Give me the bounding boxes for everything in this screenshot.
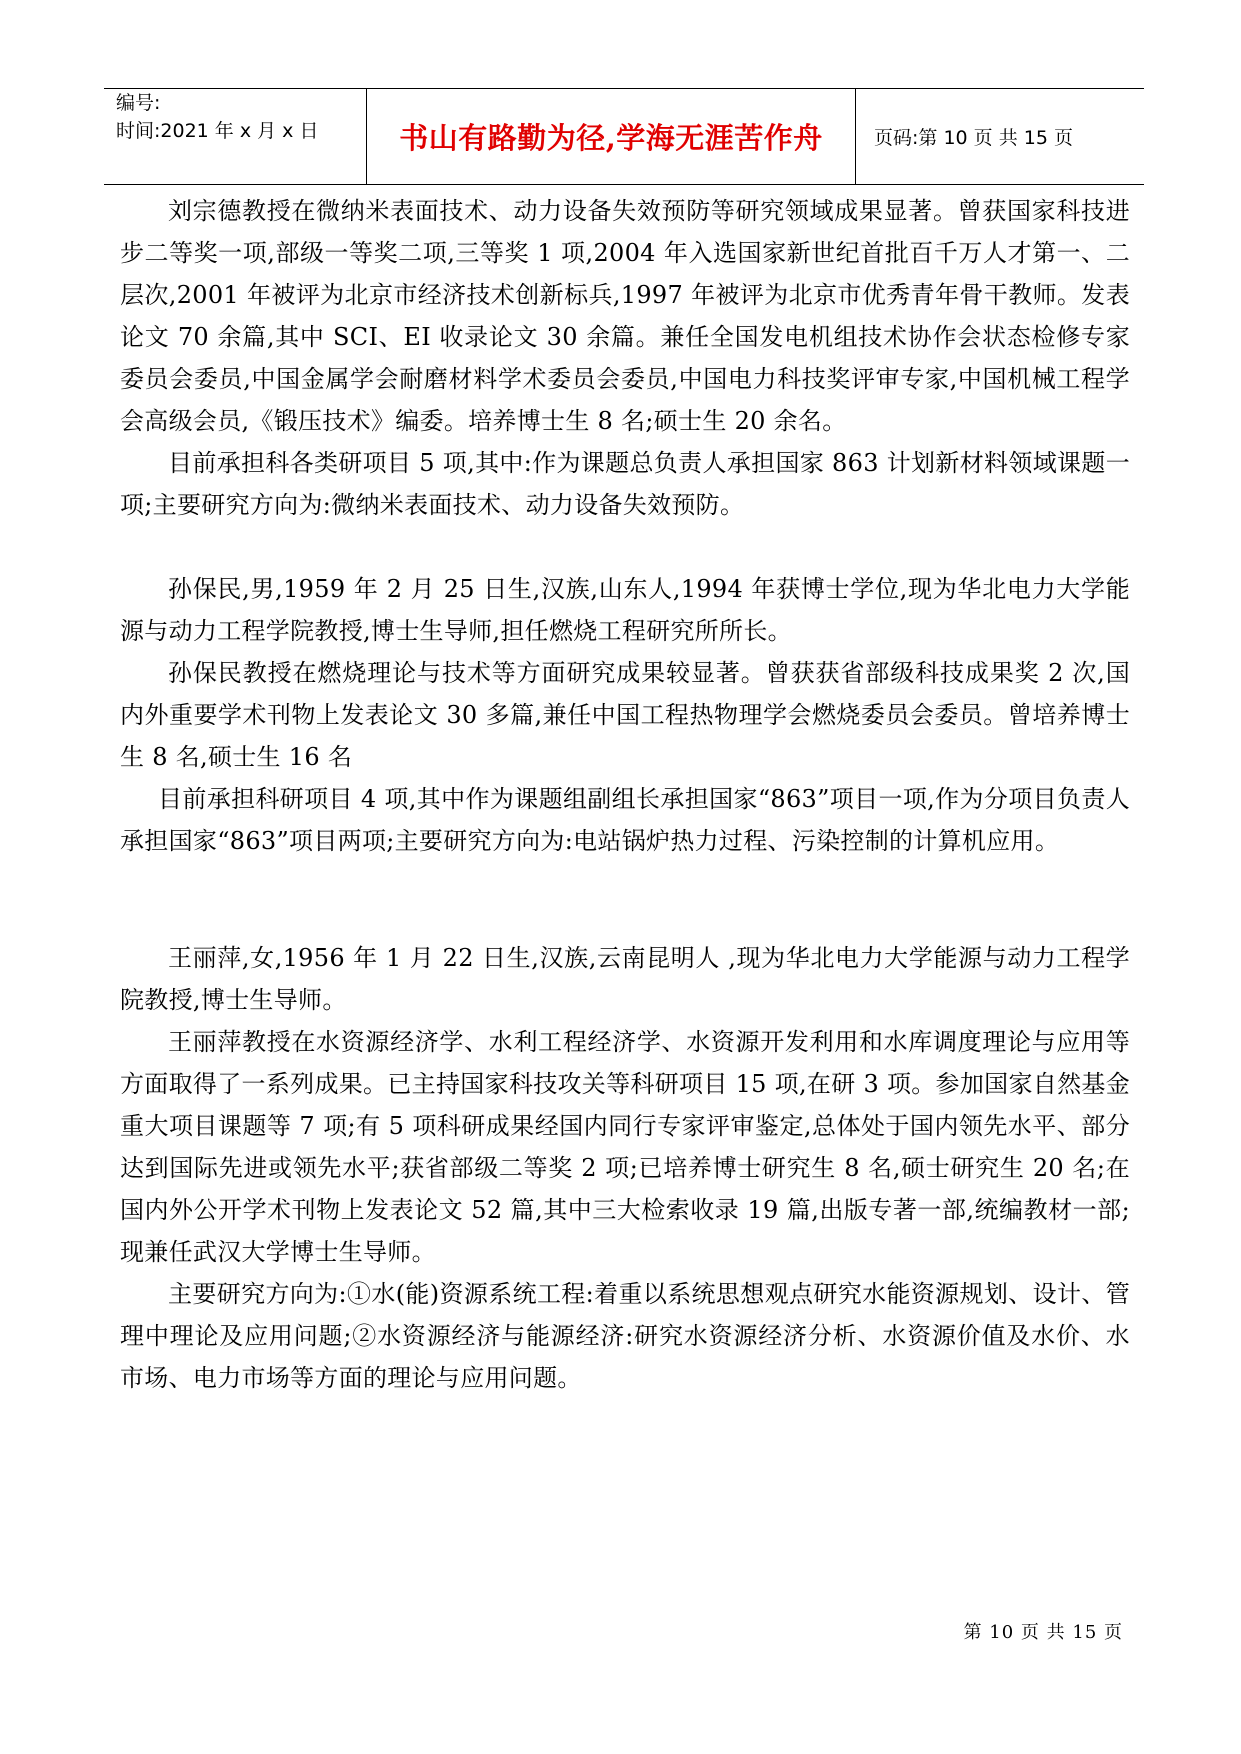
header-left-cell [104, 89, 367, 184]
paragraph-spacer [120, 862, 1130, 937]
header-motto: 书山有路勤为径,学海无涯苦作舟 [399, 121, 823, 155]
header-motto-cell [367, 89, 856, 184]
paragraph-spacer [120, 526, 1130, 568]
page-footer-number: 第 10 页 共 15 页 [963, 1622, 1123, 1643]
paragraph-wang-achievements: 王丽萍教授在水资源经济学、水利工程经济学、水资源开发利用和水库调度理论与应用等方面取得了一系列成果。已主持国家科技攻关等科研项目 15 项,在研 3 项。参加国家自然基金重大项目课题等 7 项;有 5 项科研成果经国内同行专家评审鉴定,总体处于国内领先水平、部分达到国际先进或领先水平;获省部级二等奖 2 项;已培养博士研究生 8 名,硕士研究生 20 名;在国内外公开学术刊物上发表论文 52 篇,其中三大检索收录 19 篇,出版专著一部,统编教材一部;现兼任武汉大学博士生导师。 [120, 1028, 1130, 1266]
header-page-info: 页码:第 10 页 共 15 页 [874, 127, 1073, 149]
document-number-label: 编号: [116, 92, 161, 114]
paragraph-liu-achievements: 刘宗德教授在微纳米表面技术、动力设备失效预防等研究领域成果显著。曾获国家科技进步二等奖一项,部级一等奖二项,三等奖 1 项,2004 年入选国家新世纪首批百千万人才第一、二层次,2001 年被评为北京市经济技术创新标兵,1997 年被评为北京市优秀青年骨干教师。发表论文 70 余篇,其中 SCI、EI 收录论文 30 余篇。兼任全国发电机组技术协作会状态检修专家委员会委员,中国金属学会耐磨材料学术委员会委员,中国电力科技奖评审专家,中国机械工程学会高级会员,《锻压技术》编委。培养博士生 8 名;硕士生 20 余名。 [120, 197, 1130, 435]
document-body [120, 190, 1130, 1399]
header-right-cell [856, 89, 1144, 184]
document-time-label: 时间:2021 年 x 月 x 日 [116, 120, 319, 142]
paragraph-sun-projects: 目前承担科研项目 4 项,其中作为课题组副组长承担国家“863”项目一项,作为分项目负责人承担国家“863”项目两项;主要研究方向为:电站锅炉热力过程、污染控制的计算机应用。 [120, 785, 1130, 855]
paragraph-wang-research: 主要研究方向为:①水(能)资源系统工程:着重以系统思想观点研究水能资源规划、设计、管理中理论及应用问题;②水资源经济与能源经济:研究水资源经济分析、水资源价值及水价、水市场、电力市场等方面的理论与应用问题。 [120, 1280, 1130, 1392]
paragraph-wang-bio: 王丽萍,女,1956 年 1 月 22 日生,汉族,云南昆明人 ,现为华北电力大学能源与动力工程学院教授,博士生导师。 [120, 944, 1130, 1014]
page-header [104, 88, 1144, 185]
paragraph-sun-achievements: 孙保民教授在燃烧理论与技术等方面研究成果较显著。曾获获省部级科技成果奖 2 次,国内外重要学术刊物上发表论文 30 多篇,兼任中国工程热物理学会燃烧委员会委员。曾培养博士生 8 名,硕士生 16 名 [120, 659, 1130, 771]
paragraph-liu-projects: 目前承担科各类研项目 5 项,其中:作为课题总负责人承担国家 863 计划新材料领域课题一项;主要研究方向为:微纳米表面技术、动力设备失效预防。 [120, 449, 1130, 519]
paragraph-sun-bio: 孙保民,男,1959 年 2 月 25 日生,汉族,山东人,1994 年获博士学位,现为华北电力大学能源与动力工程学院教授,博士生导师,担任燃烧工程研究所所长。 [120, 575, 1130, 645]
